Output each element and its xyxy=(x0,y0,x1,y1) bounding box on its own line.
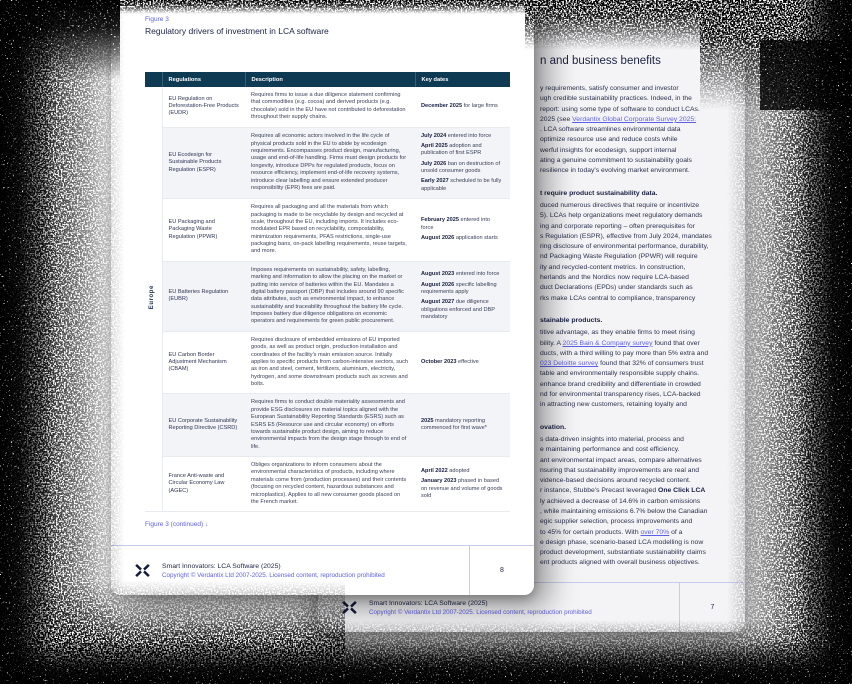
key-dates-cell xyxy=(415,127,510,199)
text-line: ant environmental impact areas, compare alternatives xyxy=(540,456,702,464)
key-date: Early 2027 scheduled to be fully applicable xyxy=(421,178,502,192)
table-row xyxy=(145,261,510,331)
table-row xyxy=(145,199,510,262)
text-line: enhance brand credibility and differentiate in crowded xyxy=(540,380,701,388)
table-row xyxy=(145,331,510,394)
report-title: Smart Innovators: LCA Software (2025) xyxy=(162,562,281,570)
text-line: bility. A 2025 Bain & Company survey found that over xyxy=(540,339,700,347)
copyright-text: Copyright © Verdantix Ltd 2007-2025. Licensed content, reproduction prohibited xyxy=(369,608,592,616)
text-line: ent products aligned with overall business objectives. xyxy=(540,559,700,567)
table-row xyxy=(145,394,510,457)
text-line: nd Packaging Waste Regulation (PPWR) will require xyxy=(540,253,698,261)
regulation-cell: EU Ecodesign for Sustainable Products Regulation (ESPR) xyxy=(162,127,245,199)
column-header-regulations: Regulations xyxy=(162,72,245,87)
text-line: 5). LCAs help organizations meet regulatory demands xyxy=(540,212,703,220)
text-line: , while maintaining emissions 6.7% below the Canadian xyxy=(540,507,708,515)
paragraph xyxy=(540,435,730,569)
key-date: July 2024 entered into force xyxy=(421,132,492,139)
text-line: to 45% for certain products. With over 70% of a xyxy=(540,528,683,536)
table-row xyxy=(145,457,510,512)
paragraph xyxy=(540,201,730,304)
text-line: e design phase, scenario-based LCA modelling is now xyxy=(540,538,704,546)
text-line: ducts, with a third willing to pay more than 5% extra and xyxy=(540,349,709,357)
text-line: s data-driven insights into material, process and xyxy=(540,435,684,443)
text-line: ity and recycled-content metrics. In construction, xyxy=(540,263,686,271)
text-line: report: using some type of software to conduct LCAs. xyxy=(540,105,700,113)
description-cell: Requires firms to conduct double materiality assessments and provide ESG disclosures on material topics aligned with the European Sustainability Reporting Standards (ESRS) such as ESRS E5 (Resource use and circular economy) on efforts towards sustainable product design, aiming to reduce environmental impacts from the design stage through to end of life. xyxy=(245,394,415,457)
key-date: August 2023 entered into force xyxy=(421,271,500,278)
key-dates-cell xyxy=(415,199,510,262)
description-cell: Requires all packaging and all the materials from which packaging is made to be recyclable by design and recycled at scale, throughout the EU, including imports. It includes eco-modulated EPR based on recyclability, compostability, minimization requirements, PFAS restrictions, single-use packaging bans, on-pack labelling requirements, reuse targets, and more. xyxy=(245,199,415,262)
regulation-cell: EU Carbon Border Adjustment Mechanism (CBAM) xyxy=(162,331,245,394)
key-dates-cell xyxy=(415,87,510,127)
text-line: ugh credible sustainability practices. Indeed, in the xyxy=(540,95,692,103)
regulation-cell: EU Packaging and Packaging Waste Regulation (PPWR) xyxy=(162,199,245,262)
description-cell: Requires disclosure of embedded emissions of EU imported goods, as well as product origin, production installation and coordinates of the facility's main emission source. Initially applies to specific products from carbon-intensive sectors, such as iron and steel, cement, fertilizers, aluminium, electricity, hydrogen, and some downstream products such as screws and bolts. xyxy=(245,331,415,394)
text-line: stainable products. xyxy=(540,316,603,324)
key-dates-cell xyxy=(415,331,510,394)
table-row xyxy=(145,127,510,199)
text-line: ovation. xyxy=(540,423,567,431)
text-line: rks make LCAs central to compliance, transparency xyxy=(540,294,696,302)
text-line: ly achieved a decrease of 14.6% in carbon emissions xyxy=(540,497,701,505)
key-dates-cell xyxy=(415,261,510,331)
inline-link[interactable]: Verdantix Global Corporate Survey 2025: xyxy=(572,115,697,123)
text-line: titive advantage, as they enable firms to meet rising xyxy=(540,329,695,337)
text-line: nd for environmental transparency rises, LCA-backed xyxy=(540,391,701,399)
column-header-description: Description xyxy=(245,72,415,87)
text-line: r instance, Stubbe's Precast leveraged One Click LCA xyxy=(540,487,706,495)
regulation-cell: France Anti-waste and Circular Economy Law (AGEC) xyxy=(162,457,245,512)
page-8 xyxy=(111,2,534,595)
key-date: August 2027 due diligence obligations enforced and DBP mandatory xyxy=(421,299,495,320)
inline-link[interactable]: 023 Deloitte survey xyxy=(540,360,599,368)
text-line: t require product sustainability data. xyxy=(540,189,658,197)
text-line: ating a genuine commitment to sustainability goals xyxy=(540,157,692,165)
text-line: 023 Deloitte survey found that 32% of consumers trust xyxy=(540,360,704,368)
regulation-cell: EU Batteries Regulation (EUBR) xyxy=(162,261,245,331)
page-8-footer xyxy=(111,545,534,595)
text-line: resilience in today's evolving market environment. xyxy=(540,167,690,175)
text-line: table and environmentally responsible supply chains. xyxy=(540,370,700,378)
text-line: ring disclosure of environmental performance, durability, xyxy=(540,243,709,251)
key-date: December 2025 for large firms xyxy=(421,103,498,110)
table-row xyxy=(145,87,510,127)
subheading xyxy=(540,316,730,326)
footer-text xyxy=(162,563,385,579)
description-cell: Obliges organizations to inform consumers about the environmental characteristics of products, including where materials come from (production processes) and their contents (focusing on recycled content, hazardous substances and microplastics). Applies to all new consumer goods placed on the French market. xyxy=(245,457,415,512)
verdantix-logo-icon xyxy=(135,563,150,578)
text-line: optimize resource use and reduce costs while xyxy=(540,136,678,144)
text-line: product development, substantiate sustainability claims xyxy=(540,549,706,557)
key-date: April 2025 adoption and publication of first ESPR xyxy=(421,142,482,157)
table-header xyxy=(145,72,510,87)
key-date: July 2026 ban on destruction of unsold consumer goods xyxy=(421,160,501,174)
page-number: 7 xyxy=(679,583,745,632)
region-header-cell xyxy=(145,72,162,87)
key-date: February 2025 entered into force xyxy=(421,217,491,231)
inline-link[interactable]: 2025 Bain & Company survey xyxy=(562,339,653,347)
report-title: Smart Innovators: LCA Software (2025) xyxy=(369,599,488,607)
regulations-table-body xyxy=(145,87,510,512)
key-date: October 2023 effective xyxy=(421,358,479,365)
text-line: y requirements, satisfy consumer and investor xyxy=(540,85,679,92)
copyright-text: Copyright © Verdantix Ltd 2007-2025. Licensed content, reproduction prohibited xyxy=(162,571,385,579)
regulation-cell: EU Regulation on Deforestation-Free Products (EUDR) xyxy=(162,87,245,127)
figure-title: Regulatory drivers of investment in LCA software xyxy=(145,26,329,36)
text-line: in attracting new customers, retaining loyalty and xyxy=(540,401,687,409)
region-label: Europe xyxy=(149,285,156,310)
regulations-table xyxy=(145,72,511,512)
subheading xyxy=(540,423,730,433)
figure-label: Figure 3 xyxy=(145,16,169,23)
bold-text: One Click LCA xyxy=(658,487,706,495)
back-page-text xyxy=(540,84,730,581)
text-line: duced numerous directives that require or incentivize xyxy=(540,201,700,209)
key-date: August 2026 application starts xyxy=(421,235,498,242)
text-line: egic supplier selection, process improvements and xyxy=(540,518,693,526)
text-line: ing and corporate reporting – often prerequisites for xyxy=(540,222,695,230)
text-line: nsuring that sustainability improvements are real and xyxy=(540,466,700,474)
description-cell: Requires all economic actors involved in the life cycle of physical products sold in the EU to abide by ecodesign requirements. Encompasses product design, manufacturing, usage and end-of-life handling. Firms must design products for longevity, introduce DPPs for regulated products, focus on resource efficiency, implement end-of-life recovery systems, introduce clear labelling and ensure extended producer responsibility (EPR) fees are paid. xyxy=(245,127,415,199)
text-line: s Regulation (ESPR), effective from July 2024, mandates xyxy=(540,232,712,240)
text-line: duct Declarations (EPDs) under standards such as xyxy=(540,284,693,292)
description-cell: Requires firms to issue a due diligence statement confirming that commodities (e.g. cocoa) and derived products (e.g. chocolate) sold in the EU have not contributed to deforestation throughout their supply chains. xyxy=(245,87,415,127)
regulation-cell: EU Corporate Sustainability Reporting Directive (CSRD) xyxy=(162,394,245,457)
text-line: 2025 (see Verdantix Global Corporate Survey 2025: xyxy=(540,115,697,123)
footer-brand xyxy=(111,546,469,595)
text-line: vidence-based decisions around recycled content. xyxy=(540,477,691,485)
paragraph xyxy=(540,84,730,177)
key-date: April 2022 adopted xyxy=(421,467,470,474)
text-line: e maintaining performance and cost efficiency. xyxy=(540,446,680,454)
figure-continued-link[interactable]: Figure 3 (continued) ↓ xyxy=(145,521,209,528)
key-dates-cell xyxy=(415,457,510,512)
region-cell xyxy=(145,87,162,512)
subheading xyxy=(540,189,730,199)
inline-link[interactable]: over 70% xyxy=(640,528,670,536)
paragraph xyxy=(540,328,730,410)
key-date: August 2026 specific labelling requirements apply xyxy=(421,281,497,295)
text-line: werful insights for ecodesign, support internal xyxy=(540,146,677,154)
key-date: 2025 mandatory reporting commenced for first wave* xyxy=(421,417,487,432)
key-date: January 2023 phased in based on revenue and volume of goods sold xyxy=(421,478,503,499)
description-cell: Imposes requirements on sustainability, safety, labelling, marking and information to allow the placing on the market or putting into service of batteries within the EU. Mandates a digital battery passport (DBP) that includes around 90 specific data attributes, such as environmental impact, to enhance sustainability and traceability throughout the battery life cycle. Imposes battery due diligence obligations on economic operators and requirements for green public procurement. xyxy=(245,261,415,331)
verdantix-logo-icon xyxy=(342,600,357,615)
footer-text xyxy=(369,600,592,616)
section-heading: n and business benefits xyxy=(540,55,661,67)
page-number: 8 xyxy=(469,546,534,595)
column-header-key-dates: Key dates xyxy=(415,72,510,87)
text-line: . LCA software streamlines environmental data xyxy=(540,126,681,134)
text-line: herlands and the Nordics now require LCA-based xyxy=(540,274,689,282)
key-dates-cell xyxy=(415,394,510,457)
